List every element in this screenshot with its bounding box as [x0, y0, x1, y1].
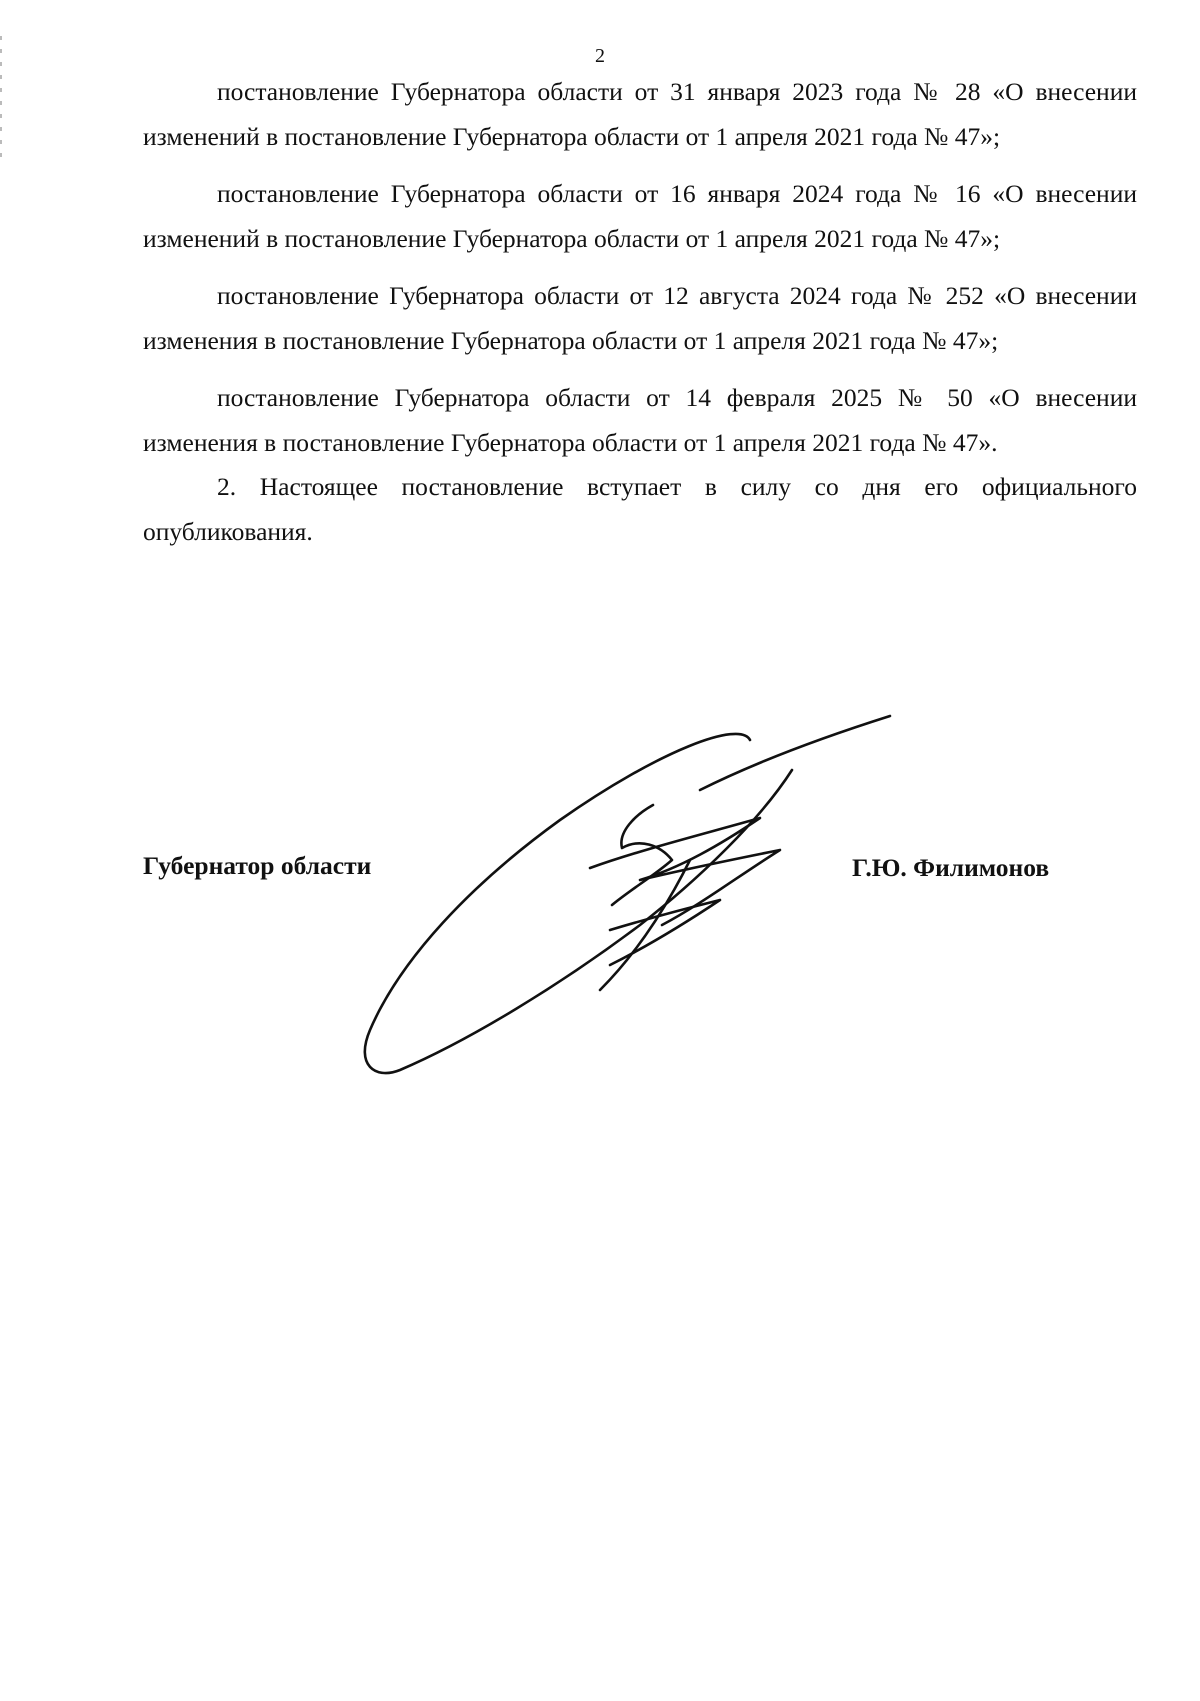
paragraph-decree-2024-16: постановление Губернатора области от 16 января 2024 года № 16 «О внесении изменений в постановление Губернатора области от 1 апреля 2021 года № 47»;	[143, 179, 1137, 253]
paragraph-decree-2023-28: постановление Губернатора области от 31 января 2023 года № 28 «О внесении изменений в постановление Губернатора области от 1 апреля 2021 года № 47»;	[143, 77, 1137, 151]
signature-cross-stroke	[590, 818, 780, 925]
signatory-title: Губернатор области	[143, 851, 372, 880]
paragraph-effective-date: 2. Настоящее постановление вступает в силу со дня его официального опубликования.	[143, 472, 1137, 546]
paragraph-decree-2025-50: постановление Губернатора области от 14 февраля 2025 № 50 «О внесении изменения в постановление Губернатора области от 1 апреля 2021 года № 47».	[143, 383, 1137, 457]
signature-descender-stroke	[600, 860, 690, 990]
signatory-name: Г.Ю. Филимонов	[852, 853, 1050, 882]
signature-tail-stroke	[610, 900, 720, 965]
signature-diagonal-stroke	[700, 716, 890, 790]
paragraph-decree-2024-252: постановление Губернатора области от 12 августа 2024 года № 252 «О внесении изменения в постановление Губернатора области от 1 апреля 2021 года № 47»;	[143, 281, 1137, 355]
signature-loop-stroke	[365, 734, 792, 1073]
page-number: 2	[595, 45, 605, 67]
signature-zigzag-stroke	[612, 805, 672, 905]
